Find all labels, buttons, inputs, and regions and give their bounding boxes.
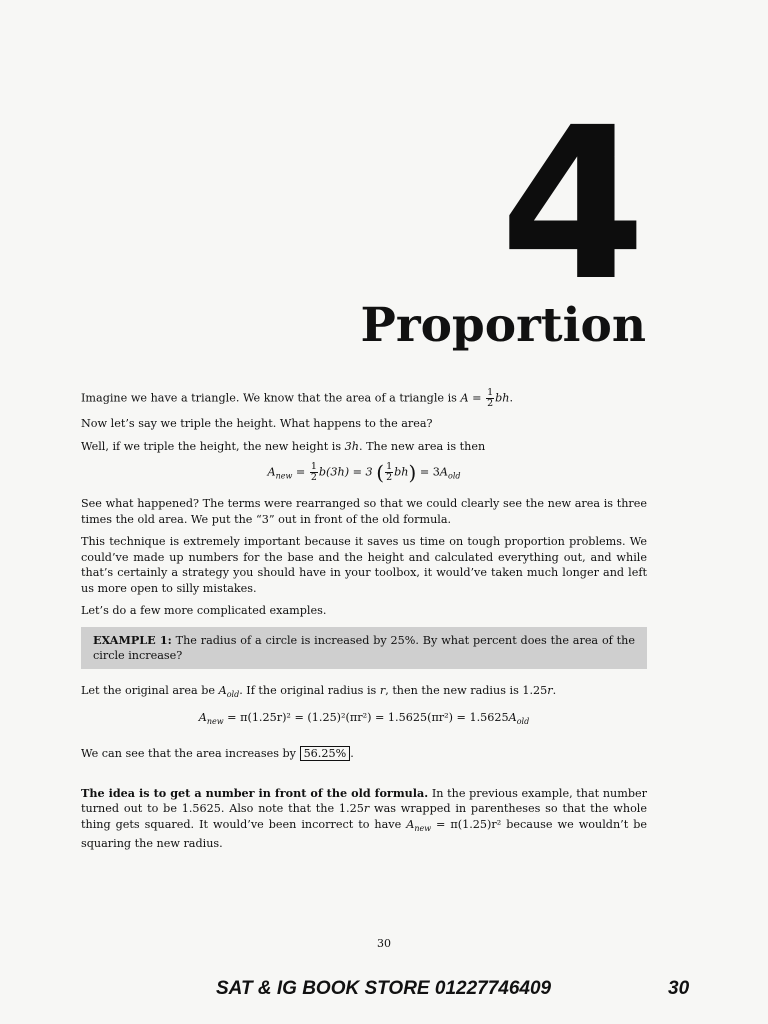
paragraph-solution: Let the original area be $A_{old}$. If the original radius is r, then the new radius is 1.25r. [81, 683, 557, 699]
math-var: A [460, 391, 469, 405]
page-number: 30 [377, 937, 391, 950]
paragraph-answer: We can see that the area increases by 56.25% . [81, 747, 354, 761]
example-text: The radius of a circle is increased by 25%. By what percent does the area of the circle increase? [93, 633, 635, 662]
paragraph-question: Now let’s say we triple the height. What happens to the area? [81, 417, 433, 430]
paragraph-explanation: See what happened? The terms were rearranged so that we could clearly see the new area is three times the old area. We put the “3” out in front of the old formula. [81, 497, 647, 526]
paragraph-key-idea: The idea is to get a number in front of the old formula. In the previous example, that number turned out to be 1.5625. Also note that the 1.25r was wrapped in parentheses so that the whole thing gets squared. It would’ve been incorrect to have $A_{new} = \pi(1.25)r^2$ because we wouldn’t be squaring the new radius. [81, 785, 647, 851]
footer-page-number: 30 [668, 978, 690, 999]
fraction-half: $\frac{1}{2}$ [487, 387, 494, 409]
paragraph-transition: Let’s do a few more complicated examples. [81, 604, 327, 618]
footer-store-name: SAT & IG BOOK STORE 01227746409 [216, 978, 552, 999]
paragraph-technique: This technique is extremely important because it saves us time on tough proportion problems. We could’ve made up numbers for the base and the height and calculated everything out, and while that’s certainly a strategy you should have in your toolbox, it would’ve taken much longer and left us more open to silly mistakes. [81, 535, 647, 595]
paragraph-triple: Well, if we triple the height, the new height is 3h. The new area is then [81, 439, 486, 453]
math-var: b [495, 391, 503, 405]
equation-new-area: $A_{new}$ = $\frac{1}{2}$ b(3h) = 3 ( $\frac{1}{2}$ $bh) = 3A_{old}$ [267, 460, 461, 485]
chapter-title: Proportion [360, 298, 646, 353]
answer-box: 56.25% [300, 746, 351, 761]
chapter-number: 4 [499, 82, 640, 327]
intro-text: Imagine we have a triangle. We know that the area of a triangle is [81, 391, 461, 405]
chapter-body [81, 388, 647, 859]
example-label: EXAMPLE 1: [93, 632, 172, 647]
example-box [81, 627, 647, 669]
math-var: h [502, 391, 510, 405]
paragraph-intro: Imagine we have a triangle. We know that the area of a triangle is A = $\frac{1}{2}$ bh. [81, 387, 514, 409]
equation-circle-area: $A_{new} = \pi(1.25r)^2 = (1.25)^2(\pi r^2) = 1.5625(\pi r^2) = 1.5625A_{old}$ [198, 711, 530, 727]
footer [0, 978, 768, 1002]
